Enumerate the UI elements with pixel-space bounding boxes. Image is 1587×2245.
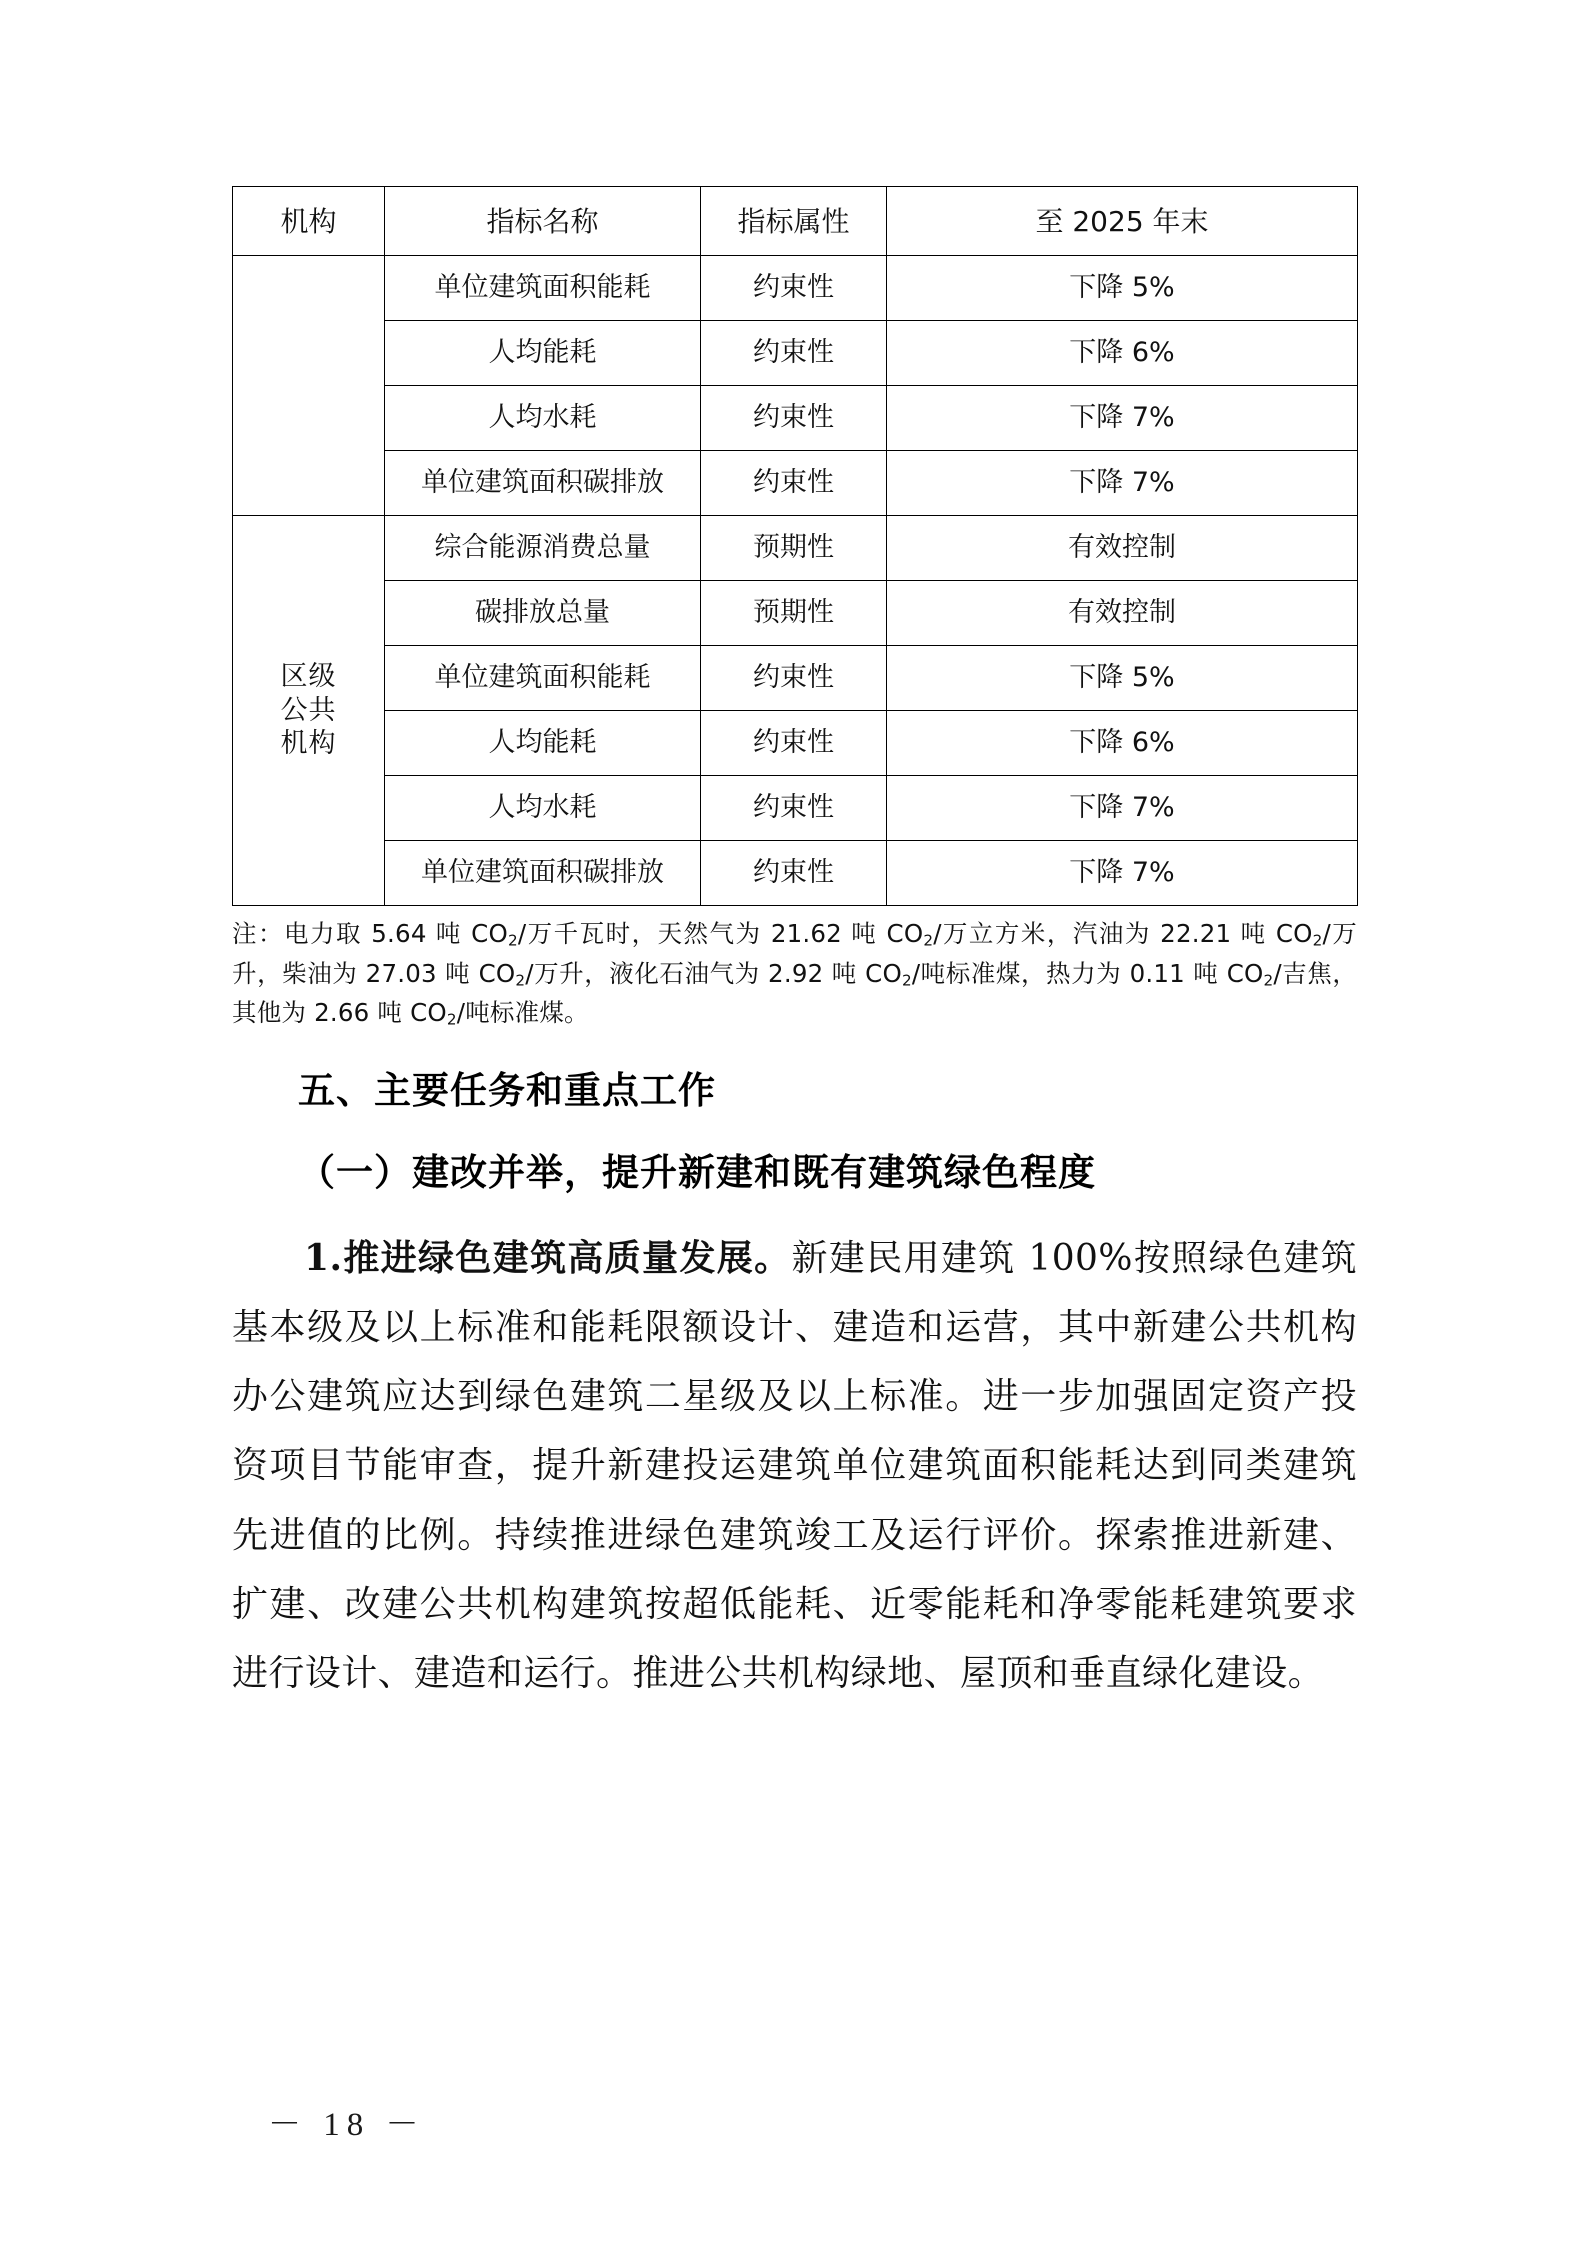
table-row xyxy=(233,256,1358,321)
organization-cell-group-1 xyxy=(233,256,385,516)
table-row xyxy=(233,841,1358,906)
indicator-attribute: 约束性 xyxy=(701,451,887,516)
indicator-attribute: 约束性 xyxy=(701,646,887,711)
indicator-name: 人均水耗 xyxy=(385,776,701,841)
indicator-name: 单位建筑面积能耗 xyxy=(385,646,701,711)
indicator-target: 下降 7% xyxy=(887,386,1358,451)
column-header-indicator-name: 指标名称 xyxy=(385,187,701,256)
footnote-text: 注：电力取 5.64 吨 $CO_2/$万千瓦时，天然气为 21.62 吨 $CO_2/$万立方米，汽油为 22.21 吨 $CO_2/$万升，柴油为 27.03 吨 $CO_2/$万升，液化石油气为 2.92 吨 $CO_2/$吨标准煤，热力为 0.11 吨 $CO_2/$吉焦，其他为 2.66 吨 $CO_2/$吨标准煤。 xyxy=(232,919,1358,1029)
table-footnote xyxy=(232,914,1357,1033)
column-header-indicator-attribute: 指标属性 xyxy=(701,187,887,256)
indicator-attribute: 约束性 xyxy=(701,386,887,451)
table-header xyxy=(233,187,1358,256)
table-row xyxy=(233,711,1358,776)
indicator-attribute: 约束性 xyxy=(701,711,887,776)
body-paragraph xyxy=(232,1224,1357,1708)
table-row xyxy=(233,451,1358,516)
table-body xyxy=(233,256,1358,906)
indicator-attribute: 约束性 xyxy=(701,776,887,841)
table-row xyxy=(233,516,1358,581)
indicator-target: 有效控制 xyxy=(887,516,1358,581)
indicator-target: 下降 7% xyxy=(887,776,1358,841)
indicator-attribute: 约束性 xyxy=(701,321,887,386)
table-row xyxy=(233,646,1358,711)
table-row xyxy=(233,581,1358,646)
indicator-name: 人均能耗 xyxy=(385,711,701,776)
organization-label-line-3: 机构 xyxy=(280,728,337,760)
indicator-name: 碳排放总量 xyxy=(385,581,701,646)
table-row xyxy=(233,386,1358,451)
organization-label-line-1: 区级 xyxy=(280,660,337,692)
indicator-attribute: 约束性 xyxy=(701,841,887,906)
organization-cell-group-2 xyxy=(233,516,385,906)
energy-targets-table xyxy=(232,186,1358,906)
indicator-attribute: 预期性 xyxy=(701,516,887,581)
indicator-name: 单位建筑面积碳排放 xyxy=(385,841,701,906)
indicator-target: 下降 6% xyxy=(887,321,1358,386)
indicator-attribute: 预期性 xyxy=(701,581,887,646)
table-row xyxy=(233,321,1358,386)
page-number-footer: － 18 － xyxy=(268,2107,426,2143)
indicator-name: 人均能耗 xyxy=(385,321,701,386)
metrics-table-container xyxy=(232,0,1357,906)
page-content xyxy=(232,0,1357,1708)
indicator-name: 综合能源消费总量 xyxy=(385,516,701,581)
table-header-row xyxy=(233,187,1358,256)
indicator-name: 单位建筑面积能耗 xyxy=(385,256,701,321)
indicator-name: 单位建筑面积碳排放 xyxy=(385,451,701,516)
indicator-target: 下降 5% xyxy=(887,256,1358,321)
subsection-heading: （一）建改并举，提升新建和既有建筑绿色程度 xyxy=(298,1149,1096,1194)
column-header-target-2025: 至 2025 年末 xyxy=(887,187,1358,256)
table-row xyxy=(233,776,1358,841)
organization-label-line-2: 公共 xyxy=(280,694,337,726)
indicator-target: 下降 7% xyxy=(887,841,1358,906)
indicator-target: 下降 6% xyxy=(887,711,1358,776)
indicator-name: 人均水耗 xyxy=(385,386,701,451)
indicator-target: 下降 5% xyxy=(887,646,1358,711)
paragraph-body-text: 新建民用建筑 100%按照绿色建筑基本级及以上标准和能耗限额设计、建造和运营，其中新建公共机构办公建筑应达到绿色建筑二星级及以上标准。进一步加强固定资产投资项目节能审查，提升新建投运建筑单位建筑面积能耗达到同类建筑先进值的比例。持续推进绿色建筑竣工及运行评价。探索推进新建、扩建、改建公共机构建筑按超低能耗、近零能耗和净零能耗建筑要求进行设计、建造和运行。推进公共机构绿地、屋顶和垂直绿化建设。 xyxy=(232,1238,1357,1694)
section-heading: 五、主要任务和重点工作 xyxy=(298,1069,716,1113)
paragraph-lead-in: 1.推进绿色建筑高质量发展。 xyxy=(304,1237,792,1280)
indicator-attribute: 约束性 xyxy=(701,256,887,321)
indicator-target: 有效控制 xyxy=(887,581,1358,646)
indicator-target: 下降 7% xyxy=(887,451,1358,516)
column-header-organization: 机构 xyxy=(233,187,385,256)
